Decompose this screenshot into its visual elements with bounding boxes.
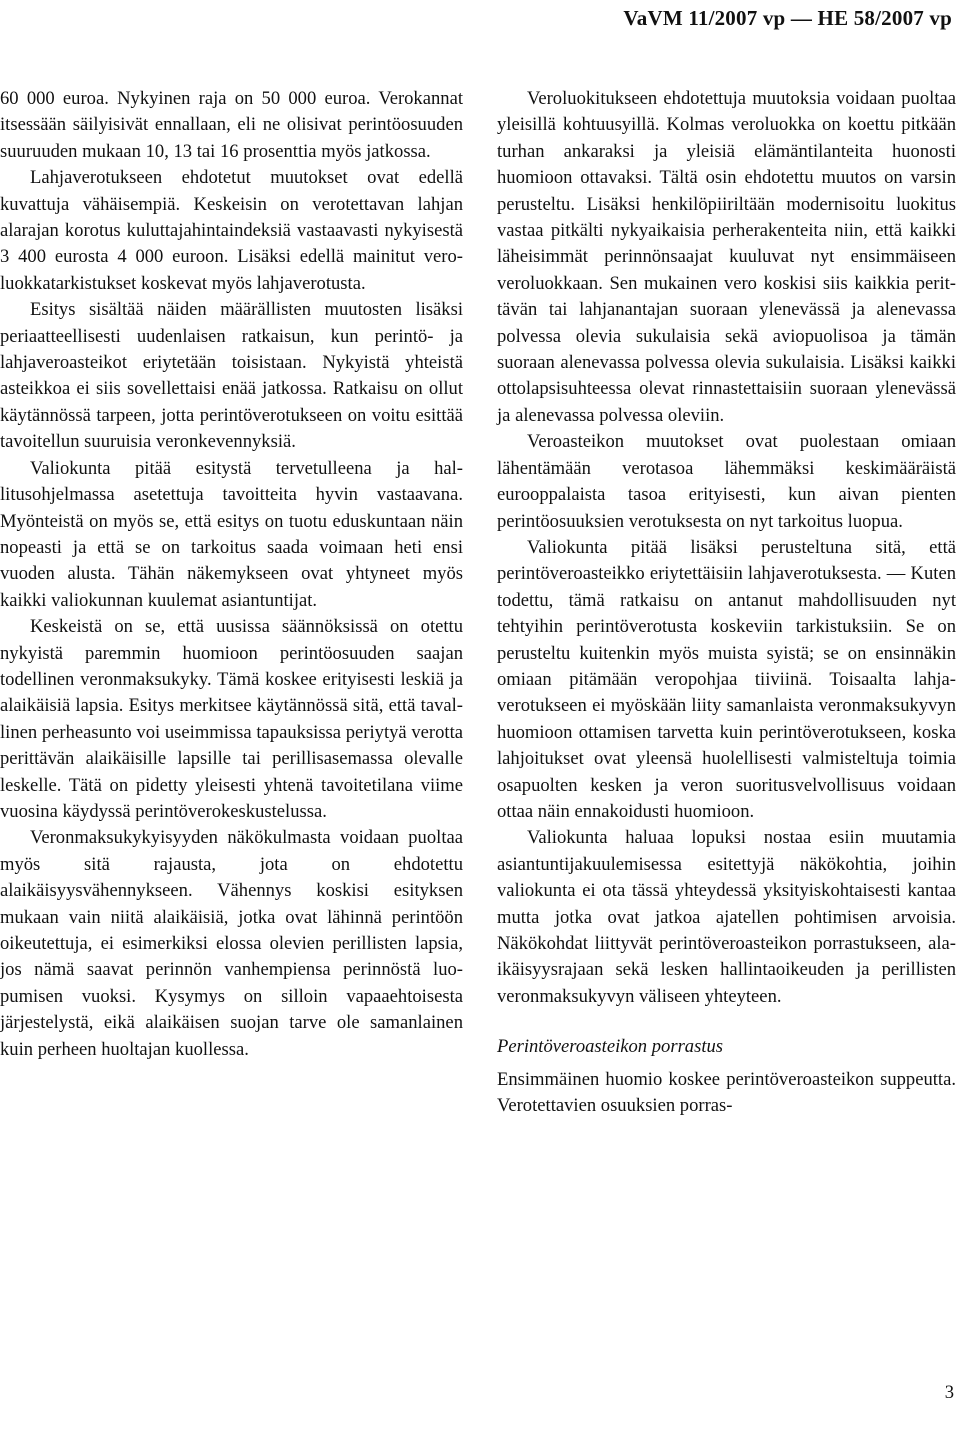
section-subheading: Perintöveroasteikon porrastus	[497, 1036, 724, 1058]
paragraph: Veroasteikon muutokset ovat puolestaan omiaan lähentämään verotasoa lähemmäksi keskimääräistä eurooppalaista tasoa erityisesti, kun aivan pienten perintöosuuksien verotuksesta on nyt tarkoitus luopua.	[497, 431, 956, 532]
paragraph: Valiokunta pitää lisäksi perusteltuna sitä, että perintöveroasteikko eriytettäisiin lahjaverotuksesta. — Kuten todettu, tämä ratkaisu on antanut mahdollisuuden nyt tehtyihin perintöverotusta koskeviin tarkistuksiin. Se on perusteltu kuitenkin myös muista syistä; se on ensinnäkin omiaan pitämään veropohjaa tiiviinä. Toisaalta lahjaverotukseen ei myöskään liity samanlaista veronmaksukyvyn huomioon ottamisen tarvetta kuin perintöverotukseen, koska lahjoitukset ovat yleensä huolellisesti valmisteltuja toimia osapuolten kesken ja veron suoritusvelvollisuus voidaan ottaa näin ennakoidusti huomioon.	[497, 536, 956, 822]
left-column	[0, 86, 463, 1063]
paragraph: Esitys sisältää näiden määrällisten muutosten lisäksi periaatteellisesti uudenlaisen ratkaisun, kun perintö- ja lahjaveroasteikot eriytetään toisistaan. Nykyistä yhteistä asteikkoa ei siis sovellettaisi enää jatkossa. Ratkaisu on ollut käytännössä tarpeen, jotta perintöverotukseen on voitu esittää tavoitellun suuruisia veronkevennyksiä.	[0, 299, 463, 453]
page-number: 3	[944, 1382, 954, 1403]
document-reference: VaVM 11/2007 vp — HE 58/2007 vp	[623, 6, 952, 30]
right-column	[497, 86, 956, 1119]
paragraph: Keskeistä on se, että uusissa säännöksissä on otettu nykyistä paremmin huomioon perintöosuuden saajan todellinen veronmaksukyky. Tämä koskee erityisesti leskiä ja alaikäisiä lapsia. Esitys merkitsee käytännössä sitä, että tavallinen perheasunto voi useimmissa tapauksissa periytyä verotta perittävän alaikäisille lapsille tai perillisasemassa olevalle leskelle. Tätä on pidetty yleisesti yhtenä tavoitetilana viime vuosina käydyssä perintöverokeskustelussa.	[0, 616, 463, 822]
paragraph: Veroluokitukseen ehdotettuja muutoksia voidaan puoltaa yleisillä kohtuusyillä. Kolmas veroluokka on koettu pitkään turhan ankaraksi ja yleisiä elämäntilanteita huonosti huomioon ottavaksi. Tältä osin ehdotettu muutos on varsin perusteltu. Lisäksi henkilöpiiriltään modernisoitu luokitus vastaa pitkälti nykyaikaisia perherakenteita niin, että kaikki läheisimmät perinnönsaajat kuuluvat nyt ensimmäiseen veroluokkaan. Sen mukainen vero koskisi siis kaikkia perittävän tai lahjanantajan suoraan ylenevässä ja alenevassa polvessa olevia sukulaisia sekä aviopuolisoa ja tämän suoraan alenevassa polvessa olevia sukulaisia. Lisäksi kaikki ottolapsisuhteessa olevat rinnastettaisiin suoraan ylenevässä ja alenevassa polvessa oleviin.	[497, 88, 956, 426]
paragraph: 60 000 euroa. Nykyinen raja on 50 000 euroa. Verokannat itsessään säilyisivät ennallaan, eli ne olisivat perintöosuuden suuruuden mukaan 10, 13 tai 16 prosenttia myös jatkossa.	[0, 88, 463, 162]
paragraph: Ensimmäinen huomio koskee perintöveroasteikon suppeutta. Verotettavien osuuksien porras-	[497, 1068, 956, 1117]
paragraph: Valiokunta haluaa lopuksi nostaa esiin muutamia asiantuntijakuulemisessa esitettyjä näkökohtia, joihin valiokunta ei ota tässä yhteydessä yksityiskohtaisesti kantaa mutta jotka ovat jatkoa ajatellen pohtimisen arvoisia. Näkökohdat liittyvät perintöveroasteikon porrastukseen, alaikäisyysrajaan sekä lesken hallintaoikeuden ja perillisten veronmaksukyvyn väliseen yhteyteen.	[497, 827, 956, 1007]
paragraph: Valiokunta pitää esitystä tervetulleena ja hallitusohjelmassa asetettuja tavoitteita hyvin vastaavana. Myönteistä on myös se, että esitys on tuotu eduskuntaan näin nopeasti ja että se on tarkoitus saada voimaan heti ensi vuoden alusta. Tähän näkemykseen ovat yhtyneet myös kaikki valiokunnan kuulemat asiantuntijat.	[0, 457, 463, 611]
paragraph: Veronmaksukykyisyyden näkökulmasta voidaan puoltaa myös sitä rajausta, jota on ehdotettu alaikäisyysvähennykseen. Vähennys koskisi esityksen mukaan vain niitä alaikäisiä, jotka ovat lähinnä perintöön oikeutettuja, ei esimerkiksi elossa olevien perillisten lapsia, jos nämä saavat perinnön vanhempiensa perinnöstä luopumisen vuoksi. Kysymys on silloin vapaaehtoisesta järjestelystä, eikä alaikäisen suojan tarve ole samanlainen kuin perheen huoltajan kuollessa.	[0, 827, 463, 1060]
paragraph: Lahjaverotukseen ehdotetut muutokset ovat edellä kuvattuja vähäisempiä. Keskeisin on verotettavan lahjan alarajan korotus kuluttajahintaindeksiä vastaavasti nykyisestä 3 400 eurosta 4 000 euroon. Lisäksi edellä mainitut veroluokkatarkistukset koskevat myös lahjaverotusta.	[0, 167, 463, 294]
